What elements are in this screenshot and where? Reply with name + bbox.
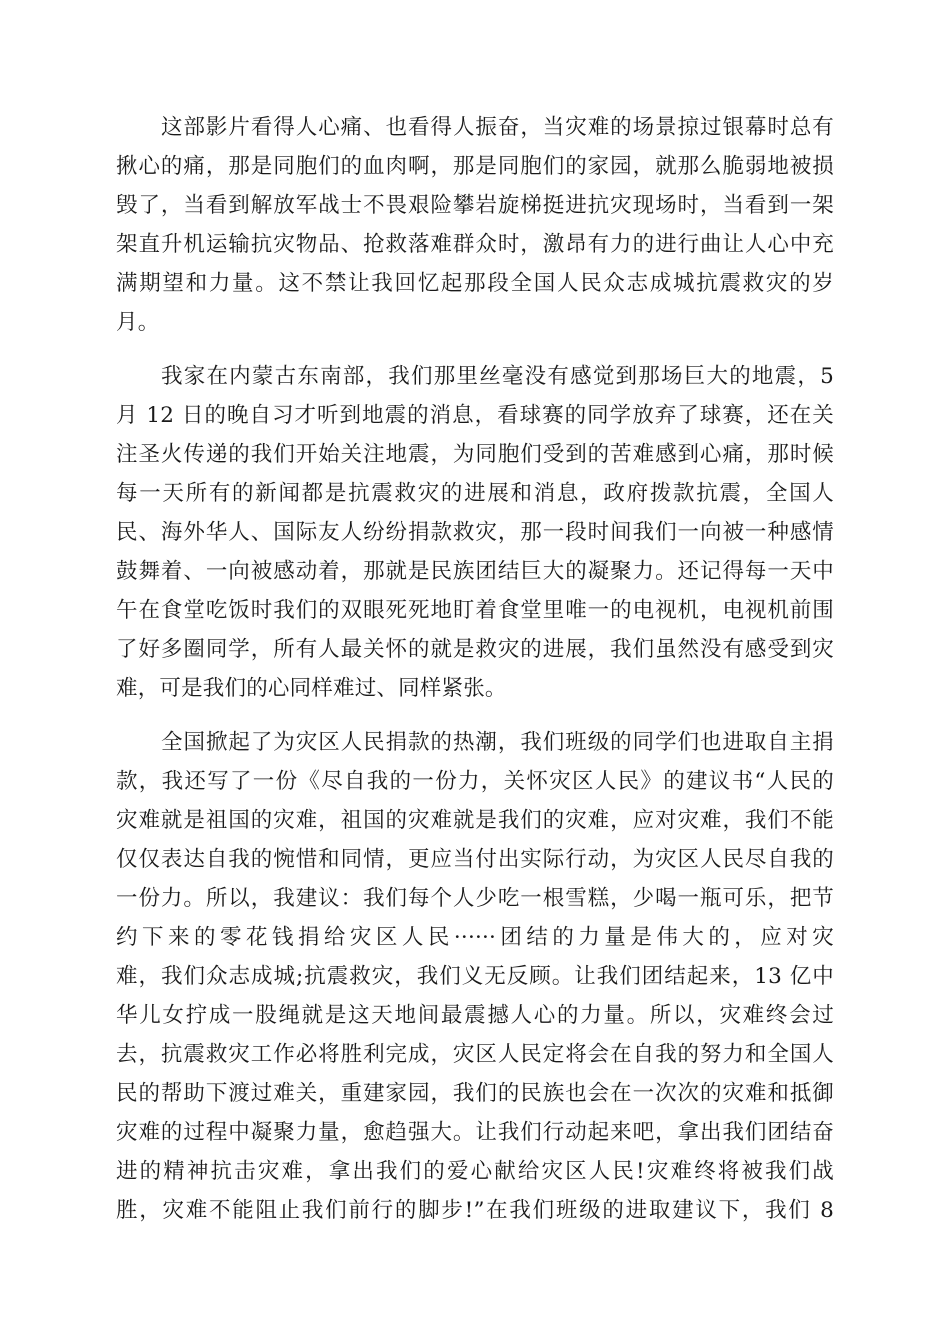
text-line: 民的帮助下渡过难关，重建家园，我们的民族也会在一次次的灾难和抵御: [116, 1081, 834, 1106]
text-line: 满期望和力量。这不禁让我回忆起那段全国人民众志成城抗震救灾的岁: [116, 271, 834, 296]
paragraph-1: [116, 108, 834, 342]
text-line: 全国掀起了为灾区人民捐款的热潮，我们班级的同学们也进取自主捐: [161, 730, 834, 755]
text-line: 揪心的痛，那是同胞们的血肉啊，那是同胞们的家园，就那么脆弱地被损: [116, 154, 834, 179]
text-line: 难，我们众志成城;抗震救灾，我们义无反顾。让我们团结起来，13 亿中: [116, 964, 834, 989]
text-line: 华儿女拧成一股绳就是这天地间最震撼人心的力量。所以，灾难终会过: [116, 1003, 834, 1028]
text-line: 注圣火传递的我们开始关注地震，为同胞们受到的苦难感到心痛，那时候: [116, 442, 834, 467]
paragraph-3: [116, 723, 834, 1230]
paragraph-2: [116, 357, 834, 708]
text-line: 灾难的过程中凝聚力量，愈趋强大。让我们行动起来吧，拿出我们团结奋: [116, 1120, 834, 1145]
text-line: 月 12 日的晚自习才听到地震的消息，看球赛的同学放弃了球赛，还在关: [116, 403, 834, 428]
text-line: 仅仅表达自我的惋惜和同情，更应当付出实际行动，为灾区人民尽自我的: [116, 847, 834, 872]
text-line: 午在食堂吃饭时我们的双眼死死地盯着食堂里唯一的电视机，电视机前围: [116, 598, 834, 623]
text-line: 难，可是我们的心同样难过、同样紧张。: [116, 676, 507, 701]
text-line: 进的精神抗击灾难，拿出我们的爱心献给灾区人民!灾难终将被我们战: [116, 1159, 834, 1184]
text-line: 每一天所有的新闻都是抗震救灾的进展和消息，政府拨款抗震，全国人: [116, 481, 834, 506]
text-line: 款，我还写了一份《尽自我的一份力，关怀灾区人民》的建议书“人民的: [116, 769, 834, 794]
text-line: 月。: [116, 310, 160, 335]
text-line: 约下来的零花钱捐给灾区人民······团结的力量是伟大的，应对灾: [116, 925, 834, 950]
text-line: 毁了，当看到解放军战士不畏艰险攀岩旋梯挺进抗灾现场时，当看到一架: [116, 193, 834, 218]
text-line: 这部影片看得人心痛、也看得人振奋，当灾难的场景掠过银幕时总有: [161, 115, 834, 140]
document-body: [116, 108, 834, 1230]
text-line: 灾难就是祖国的灾难，祖国的灾难就是我们的灾难，应对灾难，我们不能: [116, 808, 834, 833]
text-line: 民、海外华人、国际友人纷纷捐款救灾，那一段时间我们一向被一种感情: [116, 520, 834, 545]
text-line: 去，抗震救灾工作必将胜利完成，灾区人民定将会在自我的努力和全国人: [116, 1042, 834, 1067]
text-line: 我家在内蒙古东南部，我们那里丝毫没有感觉到那场巨大的地震，5: [161, 364, 834, 389]
text-line: 架直升机运输抗灾物品、抢救落难群众时，激昂有力的进行曲让人心中充: [116, 232, 834, 257]
text-line: 鼓舞着、一向被感动着，那就是民族团结巨大的凝聚力。还记得每一天中: [116, 559, 834, 584]
text-line: 胜，灾难不能阻止我们前行的脚步!”在我们班级的进取建议下，我们 8: [116, 1198, 834, 1223]
text-line: 一份力。所以，我建议：我们每个人少吃一根雪糕，少喝一瓶可乐，把节: [116, 886, 834, 911]
text-line: 了好多圈同学，所有人最关怀的就是救灾的进展，我们虽然没有感受到灾: [116, 637, 834, 662]
